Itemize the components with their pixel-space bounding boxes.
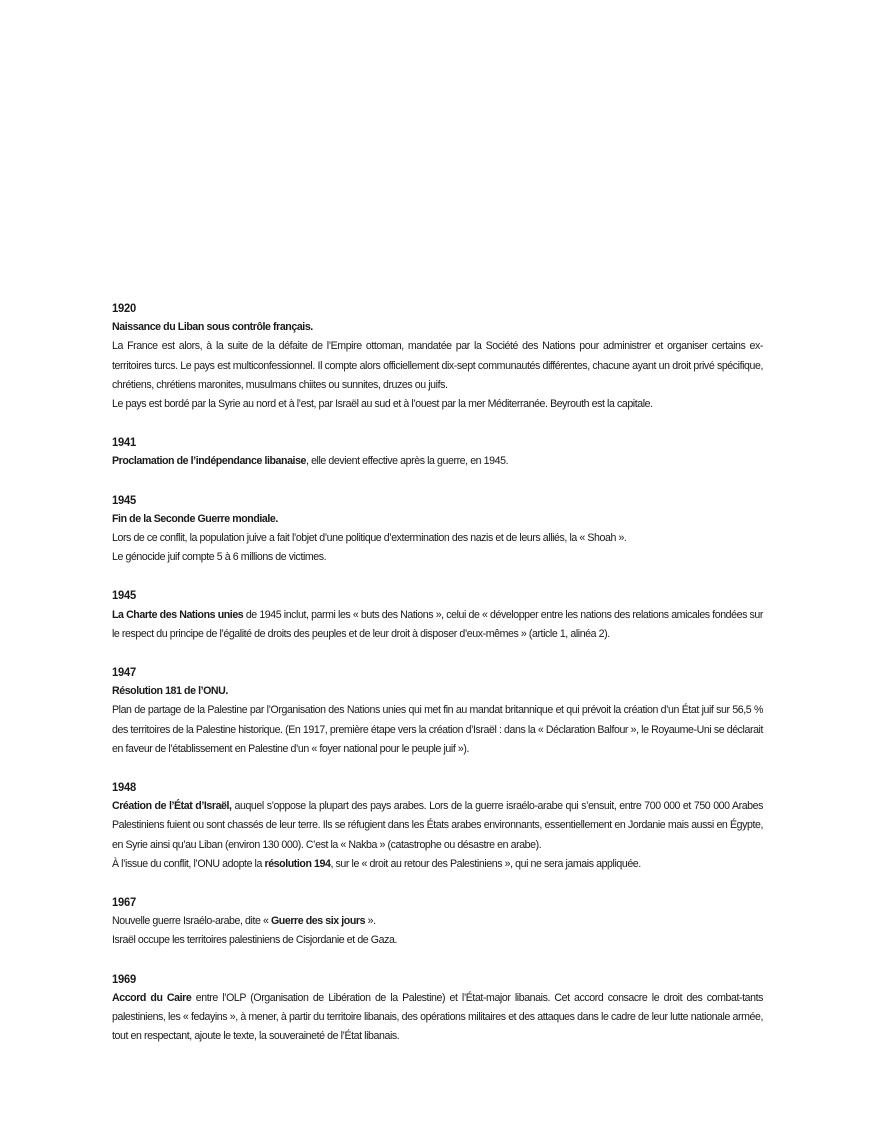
entry-paragraph: Le pays est bordé par la Syrie au nord et à l’est, par Israël au sud et à l’ouest par la mer Méditerranée. Beyrouth est la capitale. [112, 398, 653, 411]
entry-heading-bold: Naissance du Liban sous contrôle français. [112, 321, 313, 334]
entry-inline-bold: résolution 194 [264, 857, 331, 870]
entry-heading-bold: La Charte des Nations unies [112, 608, 244, 621]
entry-paragraph: Le génocide juif compte 5 à 6 millions de victimes. [112, 551, 327, 564]
entry-year: 1920 [112, 301, 137, 315]
entry-paragraph [112, 855, 763, 874]
timeline-entry-1969 [112, 970, 763, 1047]
entry-year: 1948 [112, 780, 137, 795]
entry-paragraph [112, 912, 763, 931]
entry-text: , elle devient effective après la guerre, en 1945. [306, 455, 509, 468]
entry-text: auquel s’oppose la plupart des pays arabes. Lors de la guerre israélo-arabe qui s’ensuit, entre 700 000 et 750 000 Arabes Palestiniens fuient ou sont chassés de leur terre. Ils se réfugient dans les États arabes environnants, essentiellement en Jordanie mais aussi en Égypte, en Syrie ainsi qu’au Liban (environ 130 000). C’est la « Nakba » (catastrophe ou désastre en arabe). [112, 800, 764, 851]
entry-paragraph [112, 452, 763, 471]
entry-heading-bold: Fin de la Seconde Guerre mondiale. [112, 512, 278, 525]
entry-year: 1969 [112, 971, 137, 986]
entry-year: 1947 [112, 665, 137, 680]
entry-year: 1945 [112, 588, 137, 603]
entry-paragraph [112, 989, 763, 1047]
entry-inline-bold: Guerre des six jours [270, 915, 366, 928]
entry-year: 1945 [112, 492, 137, 507]
entry-heading [112, 318, 763, 337]
entry-heading [112, 510, 763, 529]
entry-heading-bold: Résolution 181 de l’ONU. [112, 685, 228, 698]
entry-text: ». [365, 915, 376, 928]
entry-paragraph [112, 797, 763, 855]
timeline-entry-1945-charte [112, 586, 763, 644]
entry-heading-bold: Proclamation de l’indépendance libanaise [112, 455, 307, 468]
entry-year: 1967 [112, 895, 137, 910]
entry-year: 1941 [112, 435, 137, 450]
entry-heading-bold: Création de l’État d’Israël, [112, 800, 232, 813]
entry-heading-bold: Accord du Caire [112, 991, 192, 1004]
entry-text-pre: Nouvelle guerre Israélo-arabe, dite « [112, 915, 271, 928]
entry-paragraph [112, 606, 763, 644]
entry-paragraph: Plan de partage de la Palestine par l’Organisation des Nations unies qui met fin au mandat britannique et qui prévoit la création d’un État juif sur 56,5 % des territoires de la Palestine historique. (En 1917, première étape vers la création d’Israël : dans la « Déclaration Balfour », le Royaume-Uni se déclarait en faveur de l’établissement en Palestine d’un « foyer national pour le peuple juif »). [112, 704, 763, 755]
entry-text: , sur le « droit au retour des Palestiniens », qui ne sera jamais appliquée. [330, 857, 641, 870]
timeline-entry-1920 [112, 299, 763, 414]
timeline-entry-1947 [112, 663, 763, 759]
timeline-entry-1967 [112, 893, 763, 951]
entry-paragraph: Israël occupe les territoires palestiniens de Cisjordanie et de Gaza. [112, 934, 397, 947]
timeline-entry-1948 [112, 778, 763, 874]
entry-text: entre l’OLP (Organisation de Libération de la Palestine) et l’État-major libanais. Cet accord consacre le droit des combat-tants palestiniens, les « fedayins », à mener, à partir du territoire libanais, des opérations militaires et des attaques dans le cadre de leur lutte nationale armée, tout en respectant, ajoute le texte, la souveraineté de l’État libanais. [112, 991, 763, 1043]
timeline-entry-1945-shoah [112, 491, 763, 568]
entry-text: de 1945 inclut, parmi les « buts des Nations », celui de « développer entre les nations des relations amicales fondées sur le respect du principe de l’égalité de droits des peuples et de leur droit à disposer d’eux-mêmes » (article 1, alinéa 2). [112, 608, 763, 640]
timeline-entry-1941 [112, 433, 763, 471]
document-page [112, 299, 763, 1066]
entry-paragraph: Lors de ce conflit, la population juive a fait l’objet d’une politique d’extermination des nazis et de leurs alliés, la « Shoah ». [112, 532, 627, 545]
entry-heading [112, 682, 763, 701]
entry-paragraph: La France est alors, à la suite de la défaite de l’Empire ottoman, mandatée par la Société des Nations pour administrer et organiser certains ex-territoires turcs. Le pays est multiconfessionnel. Il compte alors officiellement dix-sept communautés différentes, chacune ayant un droit privé spécifique, chrétiens, chrétiens maronites, musulmans chiites ou sunnites, druzes ou juifs. [112, 340, 763, 391]
entry-text-pre: À l’issue du conflit, l’ONU adopte la [112, 857, 265, 870]
